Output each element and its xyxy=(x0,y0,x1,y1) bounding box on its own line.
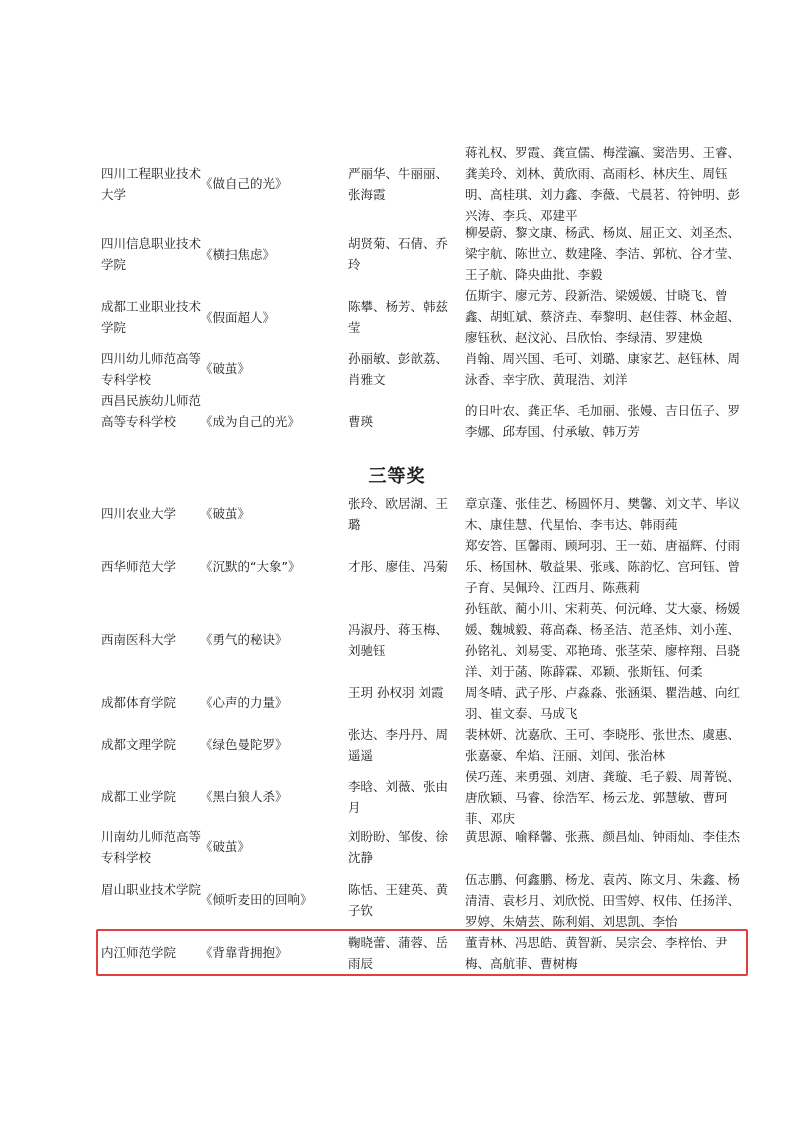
work-title: 《背靠背拥抱》 xyxy=(200,945,288,960)
work-title: 《沉默的“大象”》 xyxy=(200,559,301,574)
student-names: 伍志鹏、何鑫鹏、杨龙、袁芮、陈文月、朱鑫、杨清清、袁杉月、刘欣悦、田雪婷、权伟、任扬洋、罗婷、朱婧芸、陈利娟、刘思凯、李怡 xyxy=(465,872,741,929)
work-title: 《心声的力量》 xyxy=(200,695,288,710)
student-names: 肖翰、周兴国、毛可、刘璐、康家艺、赵钰林、周泳香、幸宇欣、黄琨浩、刘洋 xyxy=(465,351,741,387)
teacher-names: 陈攀、杨芳、韩兹莹 xyxy=(348,299,449,335)
student-names: 柳晏蔚、黎文康、杨武、杨岚、屈正文、刘圣杰、梁宇航、陈世立、数建隆、李洁、郭杭、谷才莹、王子航、降央曲批、李毅 xyxy=(465,225,741,282)
student-names: 裴林妍、沈嘉欣、王可、李晓彤、张世杰、虞惠、张嘉豪、牟焰、汪丽、刘闰、张治林 xyxy=(465,727,741,763)
work-title: 《黑白狼人杀》 xyxy=(200,789,288,804)
student-names: 黄思源、喻释馨、张燕、颜昌灿、钟雨灿、李佳杰 xyxy=(465,829,741,844)
work-title: 《成为自己的光》 xyxy=(200,414,301,429)
teacher-names: 曹瑛 xyxy=(348,414,374,429)
school-name: 成都文理学院 xyxy=(101,737,177,752)
teacher-names: 张玲、欧居湖、王璐 xyxy=(348,496,449,532)
school-name: 眉山职业技术学院 xyxy=(101,882,202,897)
work-title: 《勇气的秘诀》 xyxy=(200,632,288,647)
student-names: 伍斯宇、廖元芳、段新浩、梁媛媛、甘晓飞、曾鑫、胡虹斌、蔡济垚、奉黎明、赵佳蓉、林金超、廖钰秋、赵汶沁、吕欣怡、李绿清、罗建焕 xyxy=(465,288,741,345)
school-name: 内江师范学院 xyxy=(101,945,177,960)
teacher-names: 张达、李丹丹、周遥遥 xyxy=(348,727,449,763)
teacher-names: 孙丽敏、彭歆荔、肖雅文 xyxy=(348,351,449,387)
work-title: 《做自己的光》 xyxy=(200,176,288,191)
student-names: 董青林、冯思皓、黄智新、吴宗会、李梓怡、尹梅、高航菲、曹树梅 xyxy=(465,935,728,971)
teacher-names: 李晗、刘薇、张由月 xyxy=(348,779,449,815)
teacher-names: 鞠晓蕾、蒲蓉、岳雨辰 xyxy=(348,935,449,971)
teacher-names: 王玥 孙权羽 刘霞 xyxy=(348,685,444,700)
student-names: 章京蓬、张佳艺、杨圆怀月、樊馨、刘文芊、毕议木、康佳慧、代星怡、李韦达、韩雨莼 xyxy=(465,496,741,532)
student-names: 周冬晴、武子彤、卢淼淼、张涵渠、瞿浩越、向红羽、崔文泰、马成飞 xyxy=(465,685,741,721)
school-name: 成都体育学院 xyxy=(101,695,177,710)
section-title: 三等奖 xyxy=(368,466,426,487)
work-title: 《破茧》 xyxy=(200,839,251,854)
teacher-names: 冯淑丹、蒋玉梅、刘驰钰 xyxy=(348,622,449,658)
student-names: 的日叶农、龚正华、毛加丽、张嫚、吉日伍子、罗李娜、邱寿国、付承敏、韩万芳 xyxy=(465,403,741,439)
student-names: 郑安答、匡馨雨、顾珂羽、王一茹、唐福辉、付雨乐、杨国林、敬益果、张彧、陈韵忆、宫珂钰、曾子育、吴佩玲、江西月、陈燕莉 xyxy=(465,538,741,595)
school-name: 西华师范大学 xyxy=(101,559,177,574)
work-title: 《横扫焦虑》 xyxy=(200,247,276,262)
teacher-names: 胡贤菊、石倩、乔玲 xyxy=(348,236,449,272)
school-name: 成都工业职业技术学院 xyxy=(101,299,202,335)
school-name: 西南医科大学 xyxy=(101,632,177,647)
work-title: 《假面超人》 xyxy=(200,310,276,325)
work-title: 《破茧》 xyxy=(200,361,251,376)
teacher-names: 才彤、廖佳、冯菊 xyxy=(348,559,449,574)
work-title: 《破茧》 xyxy=(200,506,251,521)
student-names: 孙钰歆、蔺小川、宋莉英、何沅峰、艾大豪、杨媛媛、魏城毅、蒋高森、杨圣洁、范圣炜、刘小莲、孙铭礼、刘易雯、邓艳琦、张茎荣、廖梓翔、吕骁洋、刘于菡、陈薜霖、邓颖、张斯钰、何柔 xyxy=(465,601,741,679)
work-title: 《倾听麦田的回响》 xyxy=(200,892,313,907)
student-names: 蒋礼权、罗霞、龚宣儒、梅滢瀛、窦浩男、王睿、龚美玲、刘林、黄欣雨、高雨杉、林庆生、周钰明、高桂琪、刘力鑫、李薇、弋晨茗、符钟明、彭兴涛、李兵、邓建平 xyxy=(465,145,741,223)
teacher-names: 刘盼盼、邹俊、徐沈静 xyxy=(348,829,449,865)
teacher-names: 严丽华、牛丽丽、张海霞 xyxy=(348,166,449,202)
school-name: 四川农业大学 xyxy=(101,506,177,521)
teacher-names: 陈恬、王建英、黄子钦 xyxy=(348,882,449,918)
school-name: 西昌民族幼儿师范高等专科学校 xyxy=(101,393,202,429)
student-names: 侯巧莲、来勇强、刘唐、龚璇、毛子毅、周菁锐、唐欣颖、马睿、徐浩军、杨云龙、郭慧敏、曹珂菲、邓庆 xyxy=(465,769,741,826)
school-name: 川南幼儿师范高等专科学校 xyxy=(101,829,202,865)
school-name: 四川幼儿师范高等专科学校 xyxy=(101,351,202,387)
school-name: 成都工业学院 xyxy=(101,789,177,804)
school-name: 四川信息职业技术学院 xyxy=(101,236,202,272)
work-title: 《绿色曼陀罗》 xyxy=(200,737,288,752)
school-name: 四川工程职业技术大学 xyxy=(101,166,202,202)
